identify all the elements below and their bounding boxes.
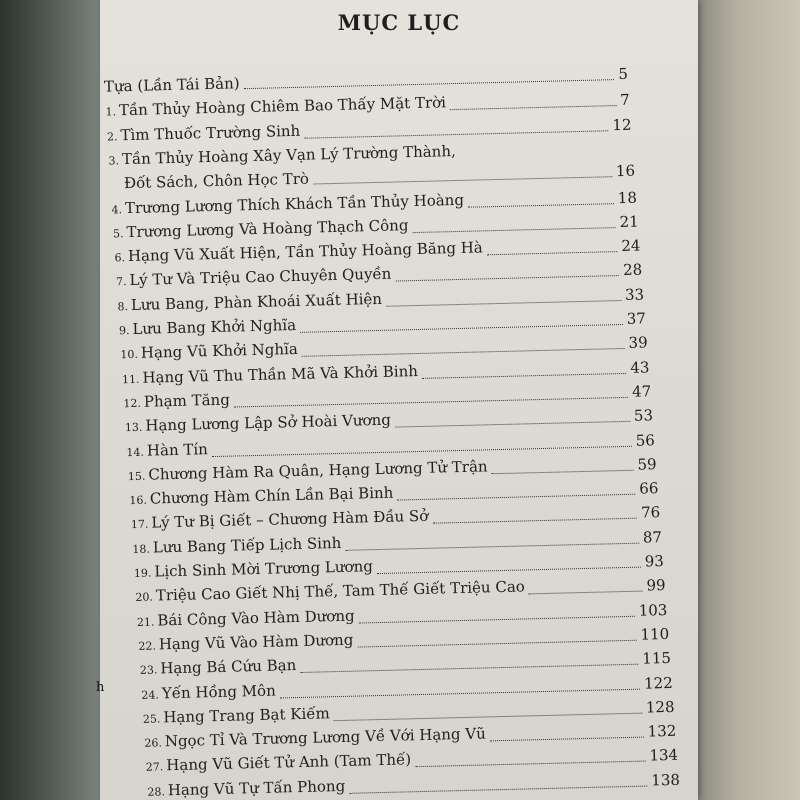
toc-entry-text: Bái Công Vào Hàm Dương	[157, 606, 355, 630]
toc-entry-text: Tần Thủy Hoàng Xây Vạn Lý Trường Thành,	[121, 141, 456, 169]
toc-entry-title	[104, 74, 240, 95]
toc-leader-dots	[313, 176, 612, 184]
toc-entry-text: Tần Thủy Hoàng Chiêm Bao Thấy Mặt Trời	[118, 93, 447, 120]
toc-leader-dots	[450, 105, 616, 110]
toc-entry-title	[147, 777, 345, 800]
toc-leader-dots	[386, 300, 621, 307]
toc-entry-text: Chương Hàm Chín Lần Bại Binh	[149, 483, 394, 508]
toc-page-number: 21	[619, 212, 639, 231]
toc-entry-text: Hạng Vũ Khởi Nghĩa	[140, 340, 299, 363]
toc-page-number: 7	[619, 91, 630, 110]
toc-page-number: 93	[644, 552, 664, 571]
toc-entry-title	[108, 142, 456, 170]
toc-entry-number: 1.	[105, 105, 117, 119]
toc-entry-title	[128, 457, 488, 486]
toc-entry-text: Hạng Vũ Tự Tấn Phong	[167, 776, 346, 799]
toc-entry-title	[122, 362, 418, 389]
toc-page-number: 47	[631, 382, 652, 401]
toc-leader-dots	[302, 348, 625, 357]
toc-page-number: 103	[638, 600, 668, 620]
toc-entry-title	[141, 681, 276, 704]
toc-leader-dots	[359, 615, 635, 623]
toc-entry-text: Lưu Bang, Phàn Khoái Xuất Hiện	[130, 289, 383, 314]
toc-entry-number: 16.	[129, 493, 148, 508]
book-binding-left	[0, 0, 105, 800]
toc-entry-text: Hạng Trang Bạt Kiếm	[163, 704, 330, 727]
toc-entry-text: Hạng Lương Lập Sở Hoài Vương	[145, 410, 392, 435]
page-title: MỤC LỤC	[337, 10, 461, 35]
toc-entry-text: Trương Lương Thích Khách Tần Thủy Hoàng	[124, 190, 465, 217]
toc-entry-number: 5.	[112, 226, 124, 241]
toc-entry-number: 4.	[111, 202, 123, 216]
toc-leader-dots	[529, 591, 643, 595]
toc-entry-title	[120, 340, 298, 364]
toc-entry-number: 21.	[136, 615, 155, 629]
toc-page-number: 110	[640, 624, 670, 644]
toc-page-number: 87	[642, 527, 663, 547]
toc-entry-text: Triệu Cao Giết Nhị Thế, Tam Thế Giết Triệu Cao	[155, 577, 526, 605]
toc-entry-number: 11.	[121, 372, 140, 386]
toc-list	[100, 0, 698, 800]
toc-entry-text: Chương Hàm Ra Quân, Hạng Lương Tử Trận	[148, 457, 488, 484]
toc-entry-number: 12.	[123, 396, 142, 411]
toc-entry-title	[137, 606, 355, 631]
toc-entry-text: Ngọc Tỉ Và Trương Lương Về Với Hạng Vũ	[164, 724, 487, 751]
toc-entry-title	[107, 121, 301, 146]
toc-page-number: 18	[617, 188, 638, 207]
toc-page	[100, 0, 698, 800]
toc-page-number: 115	[642, 649, 672, 668]
toc-page-number: 12	[612, 115, 632, 134]
toc-leader-dots	[395, 275, 619, 281]
toc-entry-title	[129, 484, 393, 510]
toc-entry-text: Hàn Tín	[146, 439, 209, 460]
stray-mark: h	[96, 680, 105, 695]
toc-leader-dots	[490, 737, 644, 742]
toc-page-number: 59	[637, 455, 657, 474]
toc-entry-text: Phạm Tăng	[143, 390, 231, 411]
toc-page-number: 53	[633, 406, 654, 425]
toc-leader-dots	[415, 761, 645, 768]
toc-entry-number: 13.	[124, 420, 143, 435]
toc-page-number: 16	[615, 161, 636, 181]
toc-entry-text: Hạng Vũ Thu Thần Mã Và Khởi Binh	[142, 361, 419, 387]
toc-entry-number: 26.	[144, 736, 163, 750]
toc-entry-text: Lý Tư Và Triệu Cao Chuyên Quyền	[129, 265, 392, 290]
toc-leader-dots	[460, 155, 629, 159]
toc-leader-dots	[395, 421, 630, 428]
toc-entry-number: 10.	[120, 348, 139, 362]
toc-entry-number: 7.	[115, 275, 127, 289]
toc-page-number: 128	[645, 697, 675, 717]
toc-entry-number: 2.	[106, 129, 118, 144]
toc-entry-number: 28.	[147, 785, 166, 799]
toc-entry-title	[105, 94, 446, 122]
toc-leader-dots	[345, 542, 639, 550]
toc-entry-title	[119, 316, 297, 340]
toc-entry-number: 25.	[142, 712, 161, 726]
toc-leader-dots	[349, 785, 647, 793]
toc-entry-text: Hạng Vũ Giết Tử Anh (Tam Thế)	[166, 750, 412, 775]
toc-entry-text: Hạng Bá Cứu Bạn	[160, 656, 297, 678]
toc-entry-title	[146, 751, 412, 777]
toc-leader-dots	[468, 203, 614, 208]
toc-leader-dots	[280, 688, 640, 698]
toc-entry-text: Hạng Vũ Vào Hàm Dương	[158, 630, 354, 654]
toc-entry-number: 9.	[118, 324, 130, 338]
toc-leader-dots	[422, 373, 626, 379]
toc-entry-title	[143, 704, 330, 729]
toc-entry-title	[110, 170, 309, 193]
toc-entry-title	[116, 265, 392, 292]
toc-page-number: 99	[646, 576, 666, 595]
toc-page-number: 122	[643, 673, 673, 693]
toc-entry-text: Lịch Sinh Mời Trương Lương	[154, 557, 374, 581]
toc-entry-number: 6.	[114, 251, 126, 265]
toc-leader-dots	[487, 251, 618, 255]
toc-entry-title	[132, 534, 341, 559]
toc-entry-number: 23.	[139, 663, 158, 678]
toc-entry-title	[125, 411, 391, 437]
toc-entry-number: 14.	[126, 445, 145, 459]
toc-entry-text: Lưu Bang Tiếp Lịch Sinh	[152, 533, 342, 557]
toc-entry-title	[134, 557, 373, 583]
toc-entry-title	[123, 391, 230, 414]
toc-page-number: 132	[647, 721, 677, 741]
toc-leader-dots	[357, 640, 636, 648]
toc-leader-dots	[304, 130, 608, 138]
toc-entry-title	[138, 631, 353, 656]
toc-leader-dots	[413, 227, 616, 233]
toc-entry-number: 18.	[132, 542, 151, 556]
toc-entry-text: Tìm Thuốc Trường Sinh	[120, 121, 301, 144]
toc-entry-number: 27.	[145, 760, 164, 775]
toc-entry-number: 8.	[117, 299, 129, 314]
toc-page-number: 43	[630, 357, 650, 377]
toc-page-number: 28	[622, 260, 643, 280]
toc-entry-title	[126, 440, 208, 462]
toc-entry-title	[111, 190, 464, 219]
toc-leader-dots	[492, 470, 634, 474]
toc-entry-text: Lưu Bang Khởi Nghĩa	[132, 315, 297, 338]
toc-entry-text: Hạng Vũ Xuất Hiện, Tần Thủy Hoàng Băng Hà	[127, 238, 483, 266]
toc-entry-number: 17.	[130, 518, 149, 532]
toc-page-number: 56	[635, 430, 656, 450]
toc-leader-dots	[300, 324, 623, 333]
toc-entry-title	[113, 216, 409, 243]
toc-entry-title	[131, 507, 429, 534]
adjacent-page-right	[695, 0, 800, 800]
toc-leader-dots	[432, 518, 637, 524]
toc-page-number: 66	[639, 479, 659, 498]
toc-entry-title	[144, 725, 486, 753]
toc-entry-text: Tựa (Lần Tái Bản)	[103, 74, 240, 96]
toc-entry-text: Yến Hồng Môn	[161, 681, 276, 702]
toc-page-number: 5	[618, 64, 629, 84]
toc-entry-number: 15.	[127, 469, 146, 483]
toc-leader-dots	[334, 712, 642, 721]
toc-entry-text: Đốt Sách, Chôn Học Trò	[123, 169, 310, 193]
toc-page-number: 24	[621, 236, 641, 256]
toc-page-number: 37	[626, 309, 647, 328]
toc-page-number: 134	[649, 746, 679, 765]
toc-entry-title	[140, 656, 297, 680]
toc-leader-dots	[300, 664, 638, 673]
toc-entry-title	[117, 290, 382, 316]
toc-leader-dots	[397, 494, 635, 501]
toc-page-number: 138	[651, 770, 681, 790]
toc-entry-number: 19.	[133, 566, 152, 581]
toc-leader-dots	[244, 79, 615, 89]
toc-entry-number: 24.	[141, 687, 160, 702]
toc-page-number: 33	[624, 285, 645, 304]
toc-entry-number: 22.	[138, 639, 157, 653]
toc-entry-number: 20.	[135, 590, 154, 605]
toc-page-number: 39	[628, 333, 648, 353]
toc-leader-dots	[377, 567, 641, 574]
toc-page-number: 76	[640, 503, 661, 522]
toc-entry-text: Lý Tư Bị Giết – Chương Hàm Đầu Sở	[151, 507, 429, 532]
toc-entry-text: Trương Lương Và Hoàng Thạch Công	[126, 215, 409, 241]
toc-entry-number: 3.	[108, 154, 120, 168]
